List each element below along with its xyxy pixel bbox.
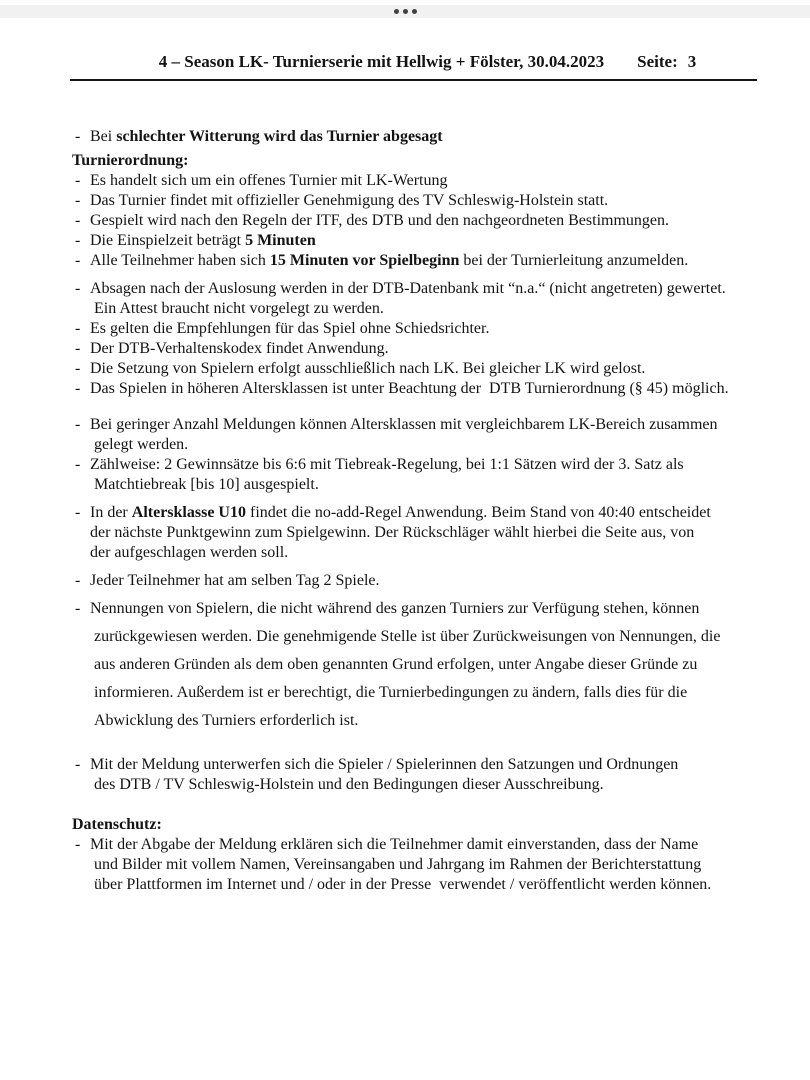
ellipsis-dot xyxy=(403,9,408,14)
paragraph-text: Mit der Abgabe der Meldung erklären sich die Teilnehmer damit einverstanden, dass der Name und Bilder mit vollem Namen, Vereinsangaben und Jahrgang im Rahmen der Berichterstattung über Plattformen im Internet und / oder in der Presse verwendet / veröffentlicht werden können. xyxy=(90,836,712,893)
doc-bullet-item xyxy=(72,127,758,147)
page-number: 3 xyxy=(687,52,697,71)
doc-bullet-item xyxy=(72,503,758,563)
paragraph-text: Bei schlechter Witterung wird das Turnier abgesagt xyxy=(90,128,443,145)
document-header xyxy=(70,52,757,72)
bullet-dash: - xyxy=(75,380,81,397)
bullet-dash: - xyxy=(75,280,81,297)
doc-bullet-item xyxy=(72,211,758,231)
doc-bullet-item xyxy=(72,379,758,399)
page-label: Seite: xyxy=(637,52,678,71)
document-body xyxy=(0,81,810,895)
paragraph-text: In der Altersklasse U10 findet die no-add-Regel Anwendung. Beim Stand von 40:40 entscheidet der nächste Punktgewinn zum Spielgewinn. Der Rückschläger wählt hierbei die Seite aus, von der aufgeschlagen werden soll. xyxy=(90,504,711,561)
document-title: 4 – Season LK- Turnierserie mit Hellwig + Fölster, 30.04.2023 xyxy=(158,52,605,71)
bullet-dash: - xyxy=(75,600,81,617)
bullet-dash: - xyxy=(75,360,81,377)
bullet-dash: - xyxy=(75,252,81,269)
doc-bullet-item xyxy=(72,835,758,895)
doc-bullet-item xyxy=(72,279,758,319)
ellipsis-dot xyxy=(412,9,417,14)
bullet-dash: - xyxy=(75,572,81,589)
paragraph-text: Die Einspielzeit beträgt 5 Minuten xyxy=(90,232,316,249)
more-options-icon[interactable] xyxy=(388,7,423,16)
doc-bullet-item xyxy=(72,455,758,495)
bullet-dash: - xyxy=(75,340,81,357)
bullet-dash: - xyxy=(75,416,81,433)
bullet-dash: - xyxy=(75,320,81,337)
doc-bullet-item xyxy=(72,191,758,211)
viewer-topbar xyxy=(0,5,810,18)
bullet-dash: - xyxy=(75,172,81,189)
doc-bullet-item xyxy=(72,231,758,251)
paragraph-text: Mit der Meldung unterwerfen sich die Spieler / Spielerinnen den Satzungen und Ordnungen des DTB / TV Schleswig-Holstein und den Bedingungen dieser Ausschreibung. xyxy=(90,756,679,793)
doc-bullet-item xyxy=(72,171,758,191)
bullet-dash: - xyxy=(75,192,81,209)
paragraph-text: Alle Teilnehmer haben sich 15 Minuten vor Spielbeginn bei der Turnierleitung anzumelden. xyxy=(90,252,689,269)
paragraph-text: Jeder Teilnehmer hat am selben Tag 2 Spiele. xyxy=(90,572,380,589)
paragraph-text: Das Turnier findet mit offizieller Genehmigung des TV Schleswig-Holstein statt. xyxy=(90,192,609,209)
document-page xyxy=(0,18,810,1080)
bullet-dash: - xyxy=(75,232,81,249)
paragraph-text: Absagen nach der Auslosung werden in der DTB-Datenbank mit “n.a.“ (nicht angetreten) gewertet. Ein Attest braucht nicht vorgelegt zu werden. xyxy=(90,280,726,317)
doc-bullet-item xyxy=(72,251,758,271)
doc-bullet-item xyxy=(72,571,758,591)
page-indicator xyxy=(637,52,696,72)
doc-section-heading xyxy=(72,815,758,835)
bullet-dash: - xyxy=(75,836,81,853)
paragraph-text: Es handelt sich um ein offenes Turnier mit LK-Wertung xyxy=(90,172,448,189)
bullet-dash: - xyxy=(75,504,81,521)
paragraph-text: Es gelten die Empfehlungen für das Spiel ohne Schiedsrichter. xyxy=(90,320,490,337)
doc-bullet-item xyxy=(72,415,758,455)
bullet-dash: - xyxy=(75,212,81,229)
bullet-dash: - xyxy=(75,128,81,145)
doc-bullet-item xyxy=(72,595,758,735)
paragraph-text: Nennungen von Spielern, die nicht während des ganzen Turniers zur Verfügung stehen, können zurückgewiesen werden. Die genehmigende Stelle ist über Zurückweisungen von Nennungen, die aus anderen Gründen als dem oben genannten Grund erfolgen, unter Angabe dieser Gründe zu informieren. Außerdem ist er berechtigt, die Turnierbedingungen zu ändern, falls dies für die Abwicklung des Turniers erforderlich ist. xyxy=(90,600,721,729)
doc-bullet-item xyxy=(72,339,758,359)
ellipsis-dot xyxy=(394,9,399,14)
paragraph-text: Datenschutz: xyxy=(72,816,162,833)
paragraph-text: Der DTB-Verhaltenskodex findet Anwendung. xyxy=(90,340,389,357)
paragraph-text: Gespielt wird nach den Regeln der ITF, des DTB und den nachgeordneten Bestimmungen. xyxy=(90,212,670,229)
paragraph-text: Turnierordnung: xyxy=(72,152,189,169)
bullet-dash: - xyxy=(75,456,81,473)
paragraph-text: Bei geringer Anzahl Meldungen können Altersklassen mit vergleichbarem LK-Bereich zusammen gelegt werden. xyxy=(90,416,718,453)
doc-section-heading xyxy=(72,151,758,171)
doc-bullet-item xyxy=(72,755,758,795)
paragraph-text: Das Spielen in höheren Altersklassen ist unter Beachtung der DTB Turnierordnung (§ 45) möglich. xyxy=(90,380,729,397)
doc-bullet-item xyxy=(72,359,758,379)
paragraph-text: Zählweise: 2 Gewinnsätze bis 6:6 mit Tiebreak-Regelung, bei 1:1 Sätzen wird der 3. Satz als Matchtiebreak [bis 10] ausgespielt. xyxy=(90,456,684,493)
bullet-dash: - xyxy=(75,756,81,773)
doc-bullet-item xyxy=(72,319,758,339)
paragraph-text: Die Setzung von Spielern erfolgt ausschließlich nach LK. Bei gleicher LK wird gelost. xyxy=(90,360,646,377)
